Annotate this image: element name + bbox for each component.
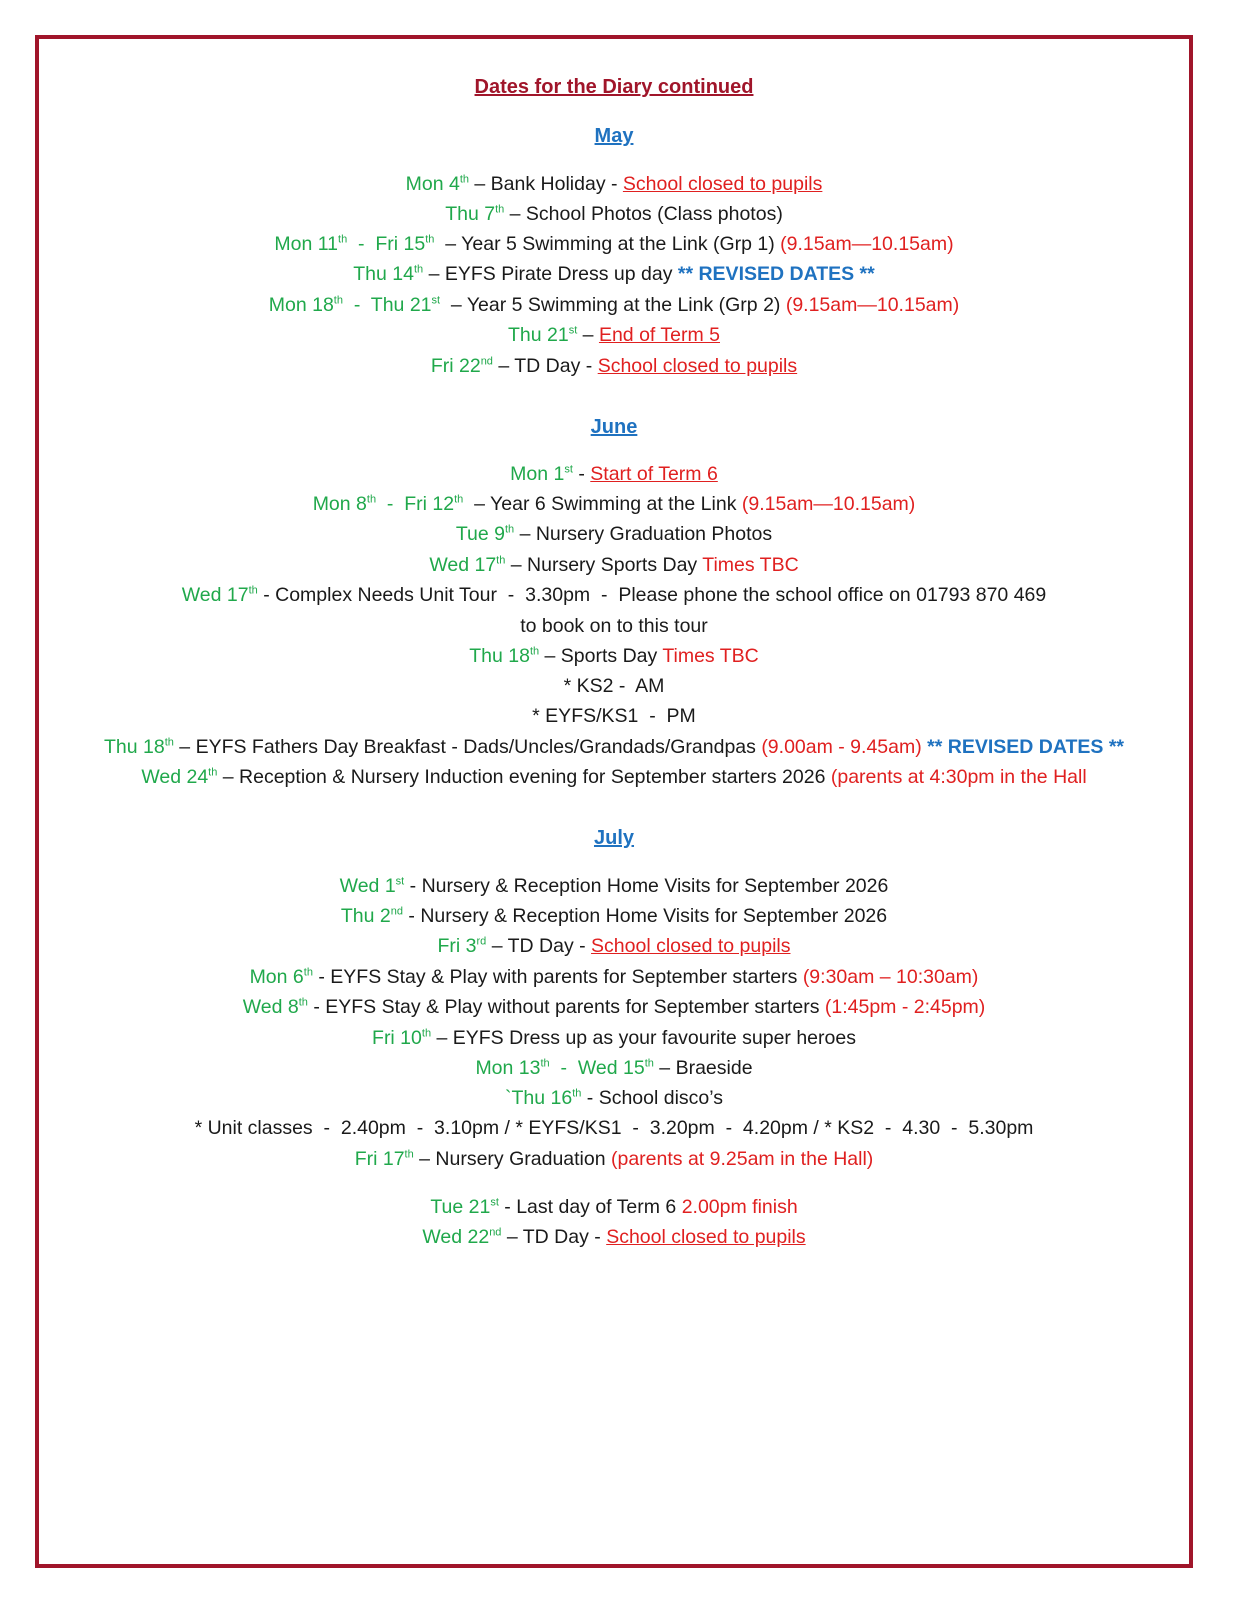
revised-dates-badge: ** REVISED DATES **: [921, 736, 1124, 758]
date-suffix: th: [338, 233, 348, 246]
event-text: - Nursery & Reception Home Visits for September 2026: [403, 905, 888, 927]
event-date: Wed 24: [141, 766, 209, 788]
event-date: Mon 1: [510, 463, 565, 485]
event-date: Wed 8: [242, 996, 299, 1018]
june-event-5-continued: [39, 613, 1189, 639]
event-date: Thu 18: [469, 645, 530, 667]
event-text: – EYFS Dress up as your favourite super heroes: [431, 1027, 856, 1049]
july-event-5: [39, 994, 1189, 1020]
event-text: –: [577, 324, 599, 346]
event-date: Thu 7: [445, 203, 496, 225]
date-suffix: th: [421, 1027, 432, 1040]
event-time: Times TBC: [702, 554, 799, 576]
event-text: to book on to this tour: [520, 615, 708, 637]
event-date: Mon 6: [249, 966, 304, 988]
date-suffix: nd: [390, 905, 403, 918]
date-suffix: st: [431, 294, 441, 307]
event-text: – Reception & Nursery Induction evening for September starters 2026: [217, 766, 831, 788]
date-suffix: rd: [476, 935, 487, 948]
event-date: Mon 8: [312, 493, 367, 515]
may-event-2: [39, 201, 1189, 227]
event-text: – Nursery Graduation Photos: [514, 523, 773, 545]
july-event-7: [39, 1055, 1189, 1081]
june-event-6-ks2: [39, 673, 1189, 699]
event-highlight: School closed to pupils: [606, 1226, 806, 1248]
event-time: (parents at 9.25am in the Hall): [611, 1148, 874, 1170]
event-date: Wed 17: [429, 554, 497, 576]
event-date: Fri 3: [437, 935, 477, 957]
event-highlight: School closed to pupils: [597, 355, 798, 377]
event-text: – Year 6 Swimming at the Link: [463, 493, 742, 515]
june-event-6-eyfs: [39, 703, 1189, 729]
event-highlight: End of Term 5: [598, 324, 720, 346]
event-date: Tue 21: [430, 1196, 491, 1218]
month-heading-may: May: [594, 125, 634, 147]
event-text: - EYFS Stay & Play with parents for September starters: [312, 966, 803, 988]
date-suffix: th: [495, 203, 505, 216]
june-event-1: [39, 461, 1189, 487]
month-heading-june: June: [590, 416, 638, 438]
july-event-1: [39, 873, 1189, 899]
event-date: Thu 2: [340, 905, 391, 927]
event-date: Thu 18: [103, 736, 165, 758]
july-event-11: [39, 1224, 1189, 1250]
july-event-3: [39, 933, 1189, 959]
event-date: Mon 11: [274, 233, 339, 255]
date-suffix: st: [568, 324, 578, 337]
may-event-6: [39, 322, 1189, 348]
event-text: - School disco’s: [581, 1087, 723, 1109]
may-event-7: [39, 353, 1189, 379]
event-text: - EYFS Stay & Play without parents for September starters: [307, 996, 825, 1018]
event-date: Tue 9: [455, 523, 505, 545]
event-text: – Sports Day: [539, 645, 663, 667]
event-date: Wed 17: [181, 584, 249, 606]
date-suffix: th: [413, 263, 424, 276]
event-time: (parents at 4:30pm in the Hall: [830, 766, 1087, 788]
july-event-6: [39, 1025, 1189, 1051]
date-separator: -: [549, 1057, 578, 1079]
event-text: – Year 5 Swimming at the Link (Grp 1): [434, 233, 781, 255]
event-text: – TD Day -: [486, 935, 592, 957]
event-text: * KS2 - AM: [563, 675, 665, 697]
june-event-3: [39, 521, 1189, 547]
event-text: * Unit classes - 2.40pm - 3.10pm / * EYFS/KS1 - 3.20pm - 4.20pm / * KS2 - 4.30 - 5.30pm: [194, 1117, 1034, 1139]
may-event-4: [39, 261, 1189, 287]
date-suffix: th: [248, 584, 258, 597]
date-suffix: th: [496, 554, 506, 567]
date-suffix: th: [644, 1057, 654, 1070]
date-separator: -: [347, 233, 376, 255]
july-event-10: [39, 1194, 1189, 1220]
date-suffix: th: [529, 645, 540, 658]
event-highlight: School closed to pupils: [591, 935, 791, 957]
event-date-end: Wed 15: [577, 1057, 645, 1079]
date-separator: -: [342, 294, 371, 316]
date-separator: -: [376, 493, 405, 515]
event-text: – Bank Holiday -: [469, 173, 623, 195]
event-text: * EYFS/KS1 - PM: [532, 705, 696, 727]
date-suffix: th: [164, 736, 174, 749]
date-suffix: nd: [489, 1226, 502, 1239]
event-time: 2.00pm finish: [681, 1196, 798, 1218]
date-suffix: st: [490, 1196, 499, 1209]
date-suffix: th: [540, 1057, 550, 1070]
event-text: – Nursery Graduation: [413, 1148, 611, 1170]
event-time: (9:30am – 10:30am): [802, 966, 979, 988]
june-event-4: [39, 552, 1189, 578]
revised-dates-badge: ** REVISED DATES **: [677, 263, 875, 285]
event-date: Mon 4: [405, 173, 460, 195]
event-text: – Nursery Sports Day: [505, 554, 703, 576]
event-time: (9.15am—10.15am): [785, 294, 960, 316]
date-suffix: th: [504, 523, 515, 536]
event-date: Thu 21: [507, 324, 569, 346]
event-date: `Thu 16: [504, 1087, 573, 1109]
date-suffix: nd: [480, 355, 493, 368]
event-text: - Last day of Term 6: [498, 1196, 682, 1218]
date-suffix: th: [572, 1087, 582, 1100]
event-text: – Braeside: [653, 1057, 753, 1079]
event-time: (9.15am—10.15am): [741, 493, 916, 515]
event-text: - Complex Needs Unit Tour - 3.30pm - Please phone the school office on 01793 870 469: [257, 584, 1047, 606]
event-date: Thu 14: [353, 263, 414, 285]
date-suffix: th: [454, 493, 464, 506]
date-suffix: th: [404, 1148, 414, 1161]
event-date: Fri 10: [372, 1027, 422, 1049]
date-suffix: th: [333, 294, 343, 307]
date-suffix: st: [395, 875, 405, 888]
july-event-8: [39, 1085, 1189, 1111]
event-date: Wed 1: [339, 875, 396, 897]
date-suffix: th: [459, 173, 469, 186]
event-text: – School Photos (Class photos): [504, 203, 783, 225]
event-time: Times TBC: [662, 645, 759, 667]
event-highlight: School closed to pupils: [622, 173, 823, 195]
page-title: Dates for the Diary continued: [474, 76, 754, 98]
event-date-end: Fri 12: [404, 493, 455, 515]
june-event-5: [39, 582, 1189, 608]
event-date: Mon 13: [475, 1057, 541, 1079]
date-suffix: th: [425, 233, 435, 246]
event-highlight: Start of Term 6: [590, 463, 718, 485]
event-text: – EYFS Fathers Day Breakfast - Dads/Uncles/Grandads/Grandpas: [173, 736, 762, 758]
event-date: Fri 22: [430, 355, 481, 377]
event-date: Wed 22: [422, 1226, 490, 1248]
may-event-3: [39, 231, 1189, 257]
event-text: – TD Day -: [501, 1226, 607, 1248]
event-text: -: [572, 463, 591, 485]
event-time: (1:45pm - 2:45pm): [824, 996, 986, 1018]
date-suffix: th: [366, 493, 377, 506]
july-event-2: [39, 903, 1189, 929]
june-event-7: [39, 734, 1189, 760]
event-time: (9.15am—10.15am): [780, 233, 954, 255]
july-event-8-times: [39, 1115, 1189, 1141]
event-text: - Nursery & Reception Home Visits for September 2026: [404, 875, 889, 897]
event-text: – Year 5 Swimming at the Link (Grp 2): [440, 294, 786, 316]
july-event-9: [39, 1146, 1189, 1172]
june-event-2: [39, 491, 1189, 517]
event-time: (9.00am - 9.45am): [761, 736, 922, 758]
june-event-8: [39, 764, 1189, 790]
date-suffix: th: [303, 966, 313, 979]
date-suffix: st: [564, 463, 573, 476]
may-event-1: [39, 171, 1189, 197]
event-date: Mon 18: [268, 294, 334, 316]
event-date: Fri 17: [354, 1148, 405, 1170]
may-event-5: [39, 292, 1189, 318]
month-heading-july: July: [593, 827, 635, 849]
event-text: – EYFS Pirate Dress up day: [423, 263, 678, 285]
date-suffix: th: [208, 766, 218, 779]
event-text: – TD Day -: [492, 355, 598, 377]
july-event-4: [39, 964, 1189, 990]
event-date-end: Thu 21: [370, 294, 432, 316]
date-suffix: th: [298, 996, 308, 1009]
event-date-end: Fri 15: [375, 233, 426, 255]
june-event-6: [39, 643, 1189, 669]
